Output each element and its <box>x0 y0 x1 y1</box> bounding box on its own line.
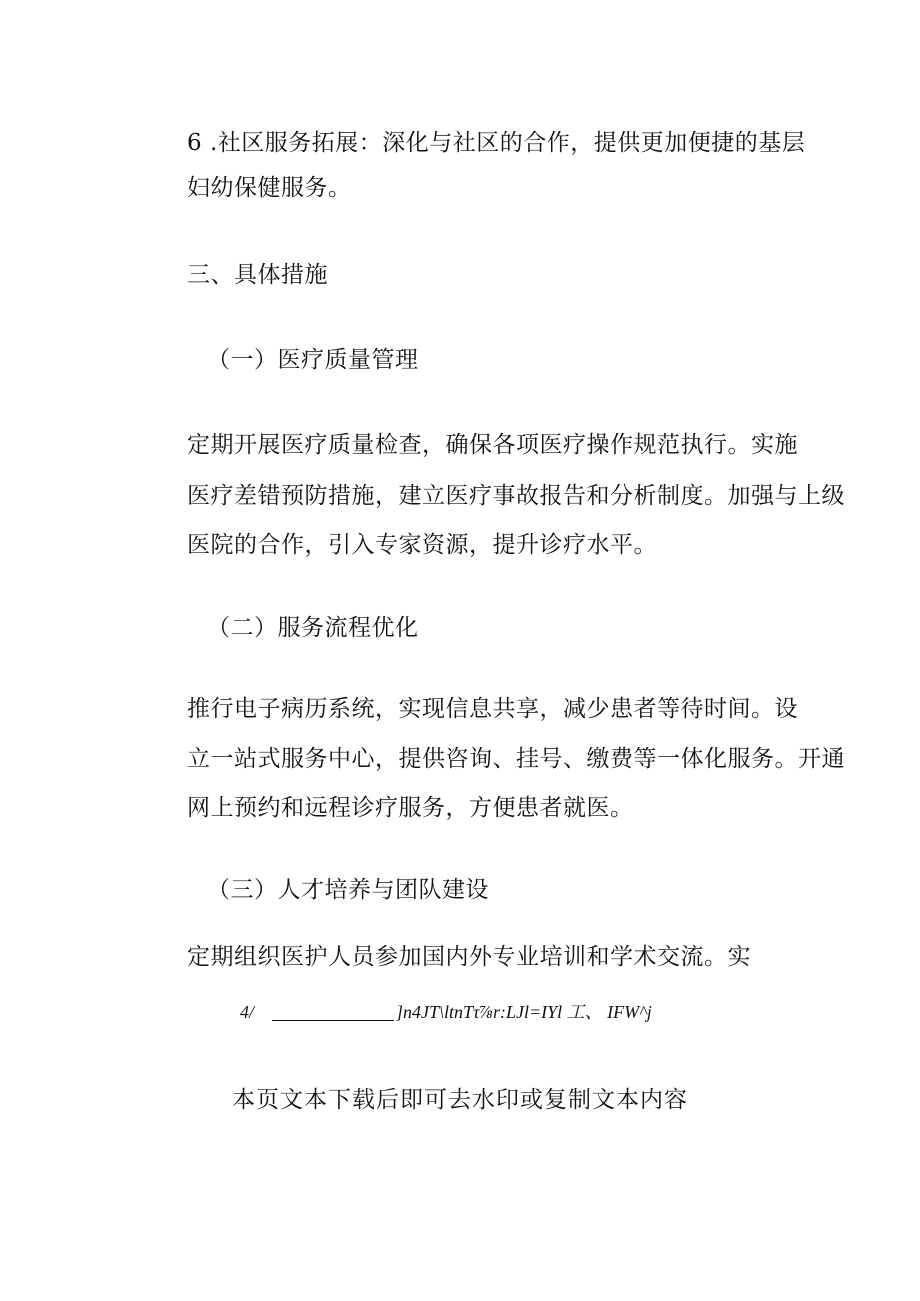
paragraph-community-line2: 妇幼保健服务。 <box>187 175 352 201</box>
paragraph-quality-line2: 医疗差错预防措施，建立医疗事故报告和分析制度。加强与上级 <box>187 483 845 509</box>
subheading-talent-team: （三）人才培养与团队建设 <box>207 877 489 903</box>
paragraph-community-line1: 6 .社区服务拓展：深化与社区的合作，提供更加便捷的基层 <box>187 130 806 156</box>
paragraph-flow-line3: 网上预约和远程诊疗服务，方便患者就医。 <box>187 795 634 821</box>
paragraph-quality-line3: 医院的合作，引入专家资源，提升诊疗水平。 <box>187 532 657 558</box>
garbled-left-text: 4/ <box>240 1002 255 1022</box>
subheading-service-flow: （二）服务流程优化 <box>207 615 419 641</box>
watermark-removal-note: 本页文本下载后即可去水印或复制文本内容 <box>232 1087 688 1113</box>
paragraph-flow-line2: 立一站式服务中心，提供咨询、挂号、缴费等一体化服务。开通 <box>187 746 845 772</box>
garbled-right-text: ]n4JT\ltnTτ⅞r:LJl=IYl 工、 IFW^j <box>396 1002 652 1022</box>
garbled-ocr-line <box>240 1000 680 1030</box>
subheading-medical-quality: （一）医疗质量管理 <box>207 347 419 373</box>
garbled-underline <box>272 1020 394 1021</box>
paragraph-flow-line1: 推行电子病历系统，实现信息共享，减少患者等待时间。设 <box>187 696 798 722</box>
paragraph-talent-line1: 定期组织医护人员参加国内外专业培训和学术交流。实 <box>187 944 751 970</box>
paragraph-quality-line1: 定期开展医疗质量检查，确保各项医疗操作规范执行。实施 <box>187 432 798 458</box>
section-heading-specific-measures: 三、具体措施 <box>187 262 328 288</box>
